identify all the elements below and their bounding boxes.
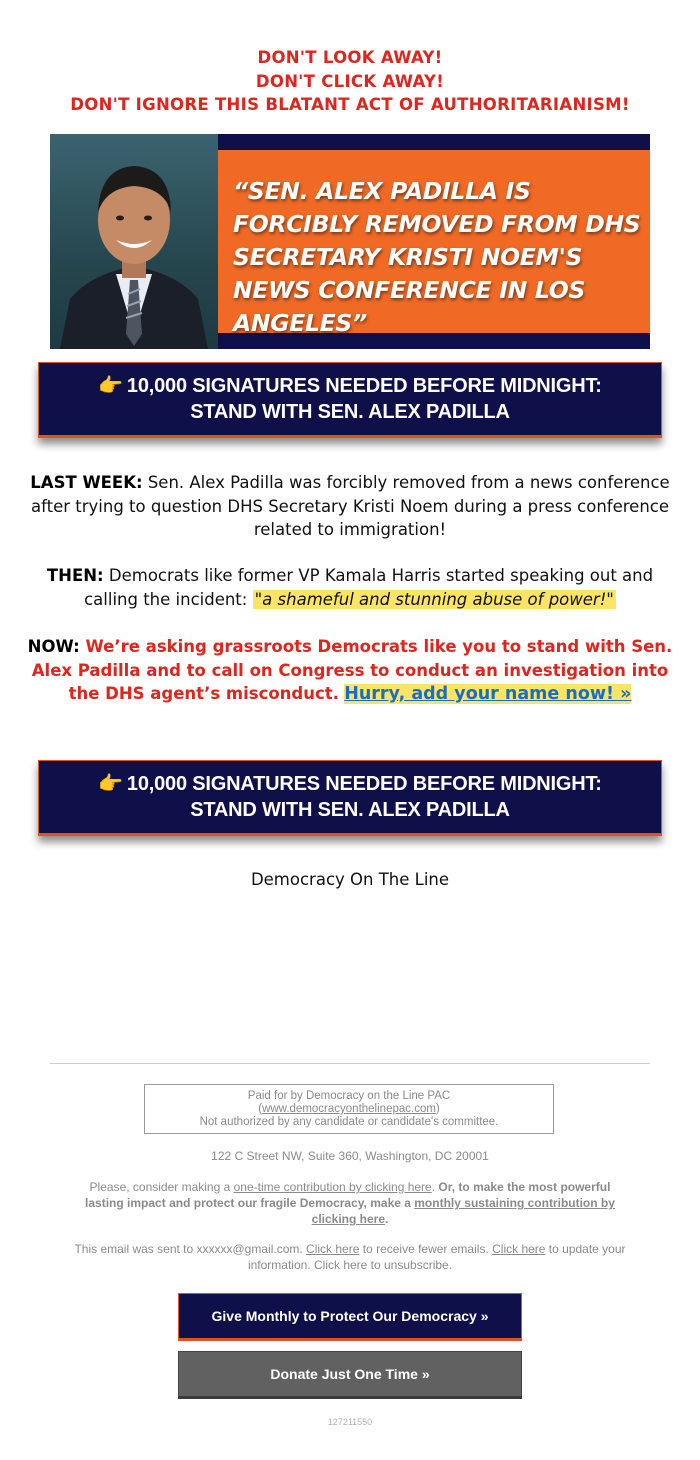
headline-line-1: DON'T LOOK AWAY! [257,48,443,67]
update-info-link[interactable]: Click here [492,1242,546,1256]
contrib-end: . [385,1212,389,1226]
paid-for-line: Paid for by Democracy on the Line PAC [247,1090,451,1102]
contrib-bold-span: Or, to make the most powerful lasting impact and protect our fragile Democracy, make a [85,1180,611,1210]
email-text-b: to receive fewer emails. [359,1242,493,1256]
cta-text [98,771,602,823]
signature-cta-banner-bottom[interactable] [38,760,662,836]
lead-then: THEN: [46,566,104,585]
paragraph-last-week [20,471,680,542]
cta-text [98,373,602,425]
donate-one-time-button[interactable]: Donate Just One Time » [178,1351,522,1399]
sender-signature: Democracy On The Line [250,870,450,889]
lead-last-week: LAST WEEK: [30,473,143,492]
hero-quote: “SEN. ALEX PADILLA IS FORCIBLY REMOVED FROM DHS SECRETARY KRISTI NOEM'S NEWS CONFERENCE IN LOS ANGELES” [233,177,641,337]
portrait-illustration [50,134,218,349]
cta-line-1: 10,000 SIGNATURES NEEDED BEFORE MIDNIGHT: [126,375,602,397]
footer-divider [50,1063,650,1064]
pointing-hand-icon: 👉 [98,375,123,397]
headline [0,46,700,117]
add-name-link[interactable]: Hurry, add your name now! » [344,684,632,704]
signature-cta-banner-top[interactable] [38,362,662,438]
text-now: We’re asking grassroots Democrats like you to stand with Sen. Alex Padilla and to call on Congress to conduct an investigation into the DHS agent’s misconduct. [31,637,673,703]
quote-panel [218,150,650,337]
mailing-address: 122 C Street NW, Suite 360, Washington, DC 20001 [211,1149,489,1163]
contrib-text-b: . [431,1180,439,1194]
email-note [60,1241,640,1273]
pac-website-link[interactable]: www.democracyonthelinepac.com [262,1103,436,1115]
cta-line-2: STAND WITH SEN. ALEX PADILLA [190,401,510,423]
harris-quote: "a shameful and stunning abuse of power!" [254,589,614,609]
paragraph-now [20,635,680,707]
not-authorized-line: Not authorized by any candidate or candidate's committee. [199,1116,499,1128]
fewer-emails-link[interactable]: Click here [306,1242,360,1256]
pointing-hand-icon: 👉 [98,773,123,795]
one-time-contribution-link[interactable]: one-time contribution by clicking here [233,1180,432,1194]
email-text-a: This email was sent to xxxxxx@gmail.com. [74,1242,307,1256]
monthly-contribution-link[interactable]: monthly sustaining contribution by clicking here [311,1196,615,1226]
text-then: Democrats like former VP Kamala Harris started speaking out and calling the incident: [84,566,654,609]
cta-line-2: STAND WITH SEN. ALEX PADILLA [190,799,510,821]
lead-now: NOW: [27,637,80,656]
email-text-c: to update your information. Click here to unsubscribe. [247,1242,626,1272]
headline-line-3: DON'T IGNORE THIS BLATANT ACT OF AUTHORITARIANISM! [70,95,630,114]
give-monthly-button[interactable]: Give Monthly to Protect Our Democracy » [178,1293,522,1341]
contrib-text-a: Please, consider making a [89,1180,234,1194]
text-last-week: Sen. Alex Padilla was forcibly removed from a news conference after trying to question DHS Secretary Kristi Noem during a press conference related to immigration! [30,473,670,539]
paid-for-disclaimer [144,1084,554,1134]
paragraph-then [30,564,670,611]
senator-photo [50,134,218,349]
contribution-note [70,1179,630,1227]
hero-banner[interactable] [50,134,650,349]
pac-website-line: (www.democracyonthelinepac.com) [258,1103,440,1115]
cta-line-1: 10,000 SIGNATURES NEEDED BEFORE MIDNIGHT: [126,773,602,795]
headline-line-2: DON'T CLICK AWAY! [255,71,445,91]
email-id-code: 127211550 [327,1417,373,1427]
